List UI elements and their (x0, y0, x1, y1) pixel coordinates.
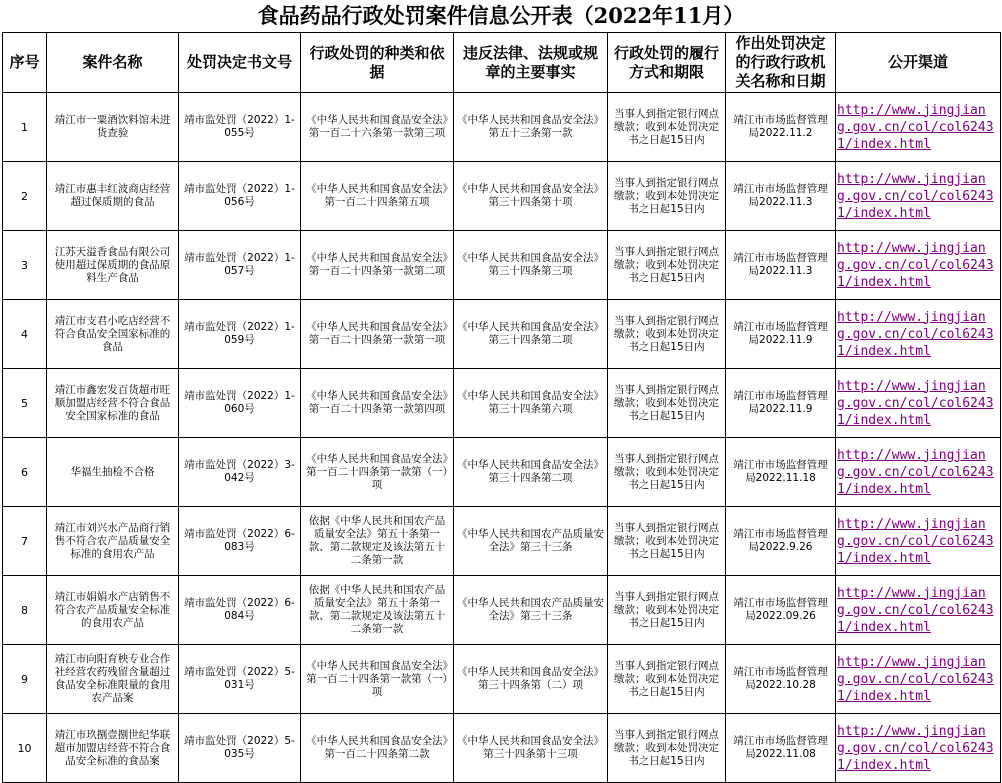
cell-fulfillment: 当事人到指定银行网点缴款；收到本处罚决定书之日起15日内 (608, 93, 726, 162)
cell-public-channel (836, 231, 1001, 300)
cell-doc-number: 靖市监处罚（2022）5-031号 (179, 645, 301, 714)
cell-penalty-basis: 《中华人民共和国食品安全法》第一百二十六条第一款第三项 (301, 93, 454, 162)
cell-violation-facts: 《中华人民共和国食品安全法》第三十四条第十项 (454, 162, 608, 231)
cell-authority-date: 靖江市市场监督管理局2022.10.28 (726, 645, 836, 714)
col-header-violation-facts: 违反法律、法规或规章的主要事实 (454, 33, 608, 93)
cell-doc-number: 靖市监处罚（2022）5-035号 (179, 714, 301, 783)
col-header-fulfillment: 行政处罚的履行方式和期限 (608, 33, 726, 93)
cell-authority-date: 靖江市市场监督管理局2022.11.18 (726, 438, 836, 507)
cell-violation-facts: 《中华人民共和国食品安全法》第三十四条第三项 (454, 231, 608, 300)
cell-case-name: 江苏天溢香食品有限公司使用超过保质期的食品原料生产食品 (47, 231, 179, 300)
table-row (3, 507, 1001, 576)
public-channel-link[interactable]: http://www.jingjiang.gov.cn/col/col62431/index.html (837, 102, 994, 152)
public-channel-link[interactable]: http://www.jingjiang.gov.cn/col/col62431/index.html (837, 654, 994, 704)
cell-penalty-basis: 《中华人民共和国食品安全法》第一百二十四条第一款第一项 (301, 300, 454, 369)
public-channel-link[interactable]: http://www.jingjiang.gov.cn/col/col62431/index.html (837, 516, 994, 566)
cell-penalty-basis: 《中华人民共和国食品安全法》第一百二十四条第五项 (301, 162, 454, 231)
cell-case-name: 靖江市鑫宏发百货超市旺顺加盟店经营不符合食品安全国家标准的食品 (47, 369, 179, 438)
col-header-no: 序号 (3, 33, 47, 93)
cell-doc-number: 靖市监处罚（2022）3-042号 (179, 438, 301, 507)
col-header-public-channel: 公开渠道 (836, 33, 1001, 93)
public-channel-link[interactable]: http://www.jingjiang.gov.cn/col/col62431/index.html (837, 309, 994, 359)
cell-fulfillment: 当事人到指定银行网点缴款；收到本处罚决定书之日起15日内 (608, 507, 726, 576)
cell-no: 4 (3, 300, 47, 369)
col-header-authority-date: 作出处罚决定的行政行政机关名称和日期 (726, 33, 836, 93)
cell-doc-number: 靖市监处罚（2022）1-056号 (179, 162, 301, 231)
cell-case-name: 华福生抽检不合格 (47, 438, 179, 507)
cell-no: 9 (3, 645, 47, 714)
cell-public-channel (836, 300, 1001, 369)
cell-penalty-basis: 《中华人民共和国食品安全法》第一百二十四条第二款 (301, 714, 454, 783)
cell-fulfillment: 当事人到指定银行网点缴款；收到本处罚决定书之日起15日内 (608, 231, 726, 300)
cell-public-channel (836, 369, 1001, 438)
table-row (3, 576, 1001, 645)
cell-fulfillment: 当事人到指定银行网点缴款；收到本处罚决定书之日起15日内 (608, 300, 726, 369)
table-row (3, 369, 1001, 438)
cell-public-channel (836, 162, 1001, 231)
cell-authority-date: 靖江市市场监督管理局2022.11.08 (726, 714, 836, 783)
table-row (3, 645, 1001, 714)
cell-case-name: 靖江市一粟酒饮料馆未进货查验 (47, 93, 179, 162)
public-channel-link[interactable]: http://www.jingjiang.gov.cn/col/col62431/index.html (837, 723, 994, 773)
cell-violation-facts: 《中华人民共和国农产品质量安全法》第三十三条 (454, 576, 608, 645)
cell-public-channel (836, 93, 1001, 162)
public-channel-link[interactable]: http://www.jingjiang.gov.cn/col/col62431/index.html (837, 447, 994, 497)
cell-authority-date: 靖江市市场监督管理局2022.11.3 (726, 231, 836, 300)
cell-no: 5 (3, 369, 47, 438)
public-channel-link[interactable]: http://www.jingjiang.gov.cn/col/col62431/index.html (837, 171, 994, 221)
table-row (3, 300, 1001, 369)
cell-public-channel (836, 507, 1001, 576)
cell-authority-date: 靖江市市场监督管理局2022.11.3 (726, 162, 836, 231)
cell-doc-number: 靖市监处罚（2022）6-083号 (179, 507, 301, 576)
cell-penalty-basis: 依据《中华人民共和国农产品质量安全法》第五十条第一款、第二款规定及该法第五十二条第一款 (301, 507, 454, 576)
cell-fulfillment: 当事人到指定银行网点缴款；收到本处罚决定书之日起15日内 (608, 162, 726, 231)
cell-no: 3 (3, 231, 47, 300)
cell-doc-number: 靖市监处罚（2022）1-055号 (179, 93, 301, 162)
table-row (3, 714, 1001, 783)
public-channel-link[interactable]: http://www.jingjiang.gov.cn/col/col62431/index.html (837, 240, 994, 290)
cell-fulfillment: 当事人到指定银行网点缴款；收到本处罚决定书之日起15日内 (608, 369, 726, 438)
cell-case-name: 靖江市向阳育秧专业合作社经营农药残留含量超过食品安全标准限量的食用农产品案 (47, 645, 179, 714)
cell-case-name: 靖江市娟娟水产店销售不符合农产品质量安全标准的食用农产品 (47, 576, 179, 645)
public-channel-link[interactable]: http://www.jingjiang.gov.cn/col/col62431/index.html (837, 378, 994, 428)
cell-public-channel (836, 438, 1001, 507)
col-header-doc-number: 处罚决定书文号 (179, 33, 301, 93)
penalty-table (2, 32, 1001, 783)
cell-authority-date: 靖江市市场监督管理局2022.11.2 (726, 93, 836, 162)
cell-doc-number: 靖市监处罚（2022）6-084号 (179, 576, 301, 645)
cell-violation-facts: 《中华人民共和国食品安全法》第三十四条第十三项 (454, 714, 608, 783)
cell-penalty-basis: 依据《中华人民共和国农产品质量安全法》第五十条第一款、第二款规定及该法第五十二条第一款 (301, 576, 454, 645)
table-row (3, 231, 1001, 300)
cell-fulfillment: 当事人到指定银行网点缴款；收到本处罚决定书之日起15日内 (608, 645, 726, 714)
cell-violation-facts: 《中华人民共和国食品安全法》第五十三条第一款 (454, 93, 608, 162)
cell-violation-facts: 《中华人民共和国食品安全法》第三十四条第六项 (454, 369, 608, 438)
cell-penalty-basis: 《中华人民共和国食品安全法》第一百二十四条第一款第二项 (301, 231, 454, 300)
cell-public-channel (836, 645, 1001, 714)
table-row (3, 162, 1001, 231)
public-channel-link[interactable]: http://www.jingjiang.gov.cn/col/col62431/index.html (837, 585, 994, 635)
cell-public-channel (836, 714, 1001, 783)
cell-fulfillment: 当事人到指定银行网点缴款；收到本处罚决定书之日起15日内 (608, 714, 726, 783)
cell-no: 10 (3, 714, 47, 783)
cell-authority-date: 靖江市市场监督管理局2022.9.26 (726, 507, 836, 576)
cell-case-name: 靖江市支君小吃店经营不符合食品安全国家标准的食品 (47, 300, 179, 369)
cell-no: 6 (3, 438, 47, 507)
cell-case-name: 靖江市玖捌壹捌世纪华联超市加盟店经营不符合食品安全标准的食品案 (47, 714, 179, 783)
cell-fulfillment: 当事人到指定银行网点缴款；收到本处罚决定书之日起15日内 (608, 438, 726, 507)
cell-doc-number: 靖市监处罚（2022）1-060号 (179, 369, 301, 438)
table-header-row (3, 33, 1001, 93)
table-row (3, 93, 1001, 162)
cell-no: 2 (3, 162, 47, 231)
cell-penalty-basis: 《中华人民共和国食品安全法》第一百二十四条第一款第（一）项 (301, 438, 454, 507)
cell-violation-facts: 《中华人民共和国农产品质量安全法》第三十三条 (454, 507, 608, 576)
cell-fulfillment: 当事人到指定银行网点缴款；收到本处罚决定书之日起15日内 (608, 576, 726, 645)
cell-penalty-basis: 《中华人民共和国食品安全法》第一百二十四条第一款第（一）项 (301, 645, 454, 714)
cell-penalty-basis: 《中华人民共和国食品安全法》第一百二十四条第一款第四项 (301, 369, 454, 438)
cell-public-channel (836, 576, 1001, 645)
cell-violation-facts: 《中华人民共和国食品安全法》第三十四条第二项 (454, 438, 608, 507)
cell-authority-date: 靖江市市场监督管理局2022.09.26 (726, 576, 836, 645)
page-title: 食品药品行政处罚案件信息公开表（2022年11月） (257, 3, 745, 28)
cell-case-name: 靖江市刘兴水产品商行销售不符合农产品质量安全标准的食用农产品 (47, 507, 179, 576)
cell-no: 1 (3, 93, 47, 162)
cell-no: 8 (3, 576, 47, 645)
cell-authority-date: 靖江市市场监督管理局2022.11.9 (726, 369, 836, 438)
col-header-case-name: 案件名称 (47, 33, 179, 93)
cell-no: 7 (3, 507, 47, 576)
cell-doc-number: 靖市监处罚（2022）1-057号 (179, 231, 301, 300)
cell-violation-facts: 《中华人民共和国食品安全法》第三十四条第（二）项 (454, 645, 608, 714)
table-row (3, 438, 1001, 507)
cell-doc-number: 靖市监处罚（2022）1-059号 (179, 300, 301, 369)
cell-authority-date: 靖江市市场监督管理局2022.11.9 (726, 300, 836, 369)
col-header-penalty-basis: 行政处罚的种类和依据 (301, 33, 454, 93)
cell-case-name: 靖江市惠丰红波商店经营超过保质期的食品 (47, 162, 179, 231)
cell-violation-facts: 《中华人民共和国食品安全法》第三十四条第二项 (454, 300, 608, 369)
